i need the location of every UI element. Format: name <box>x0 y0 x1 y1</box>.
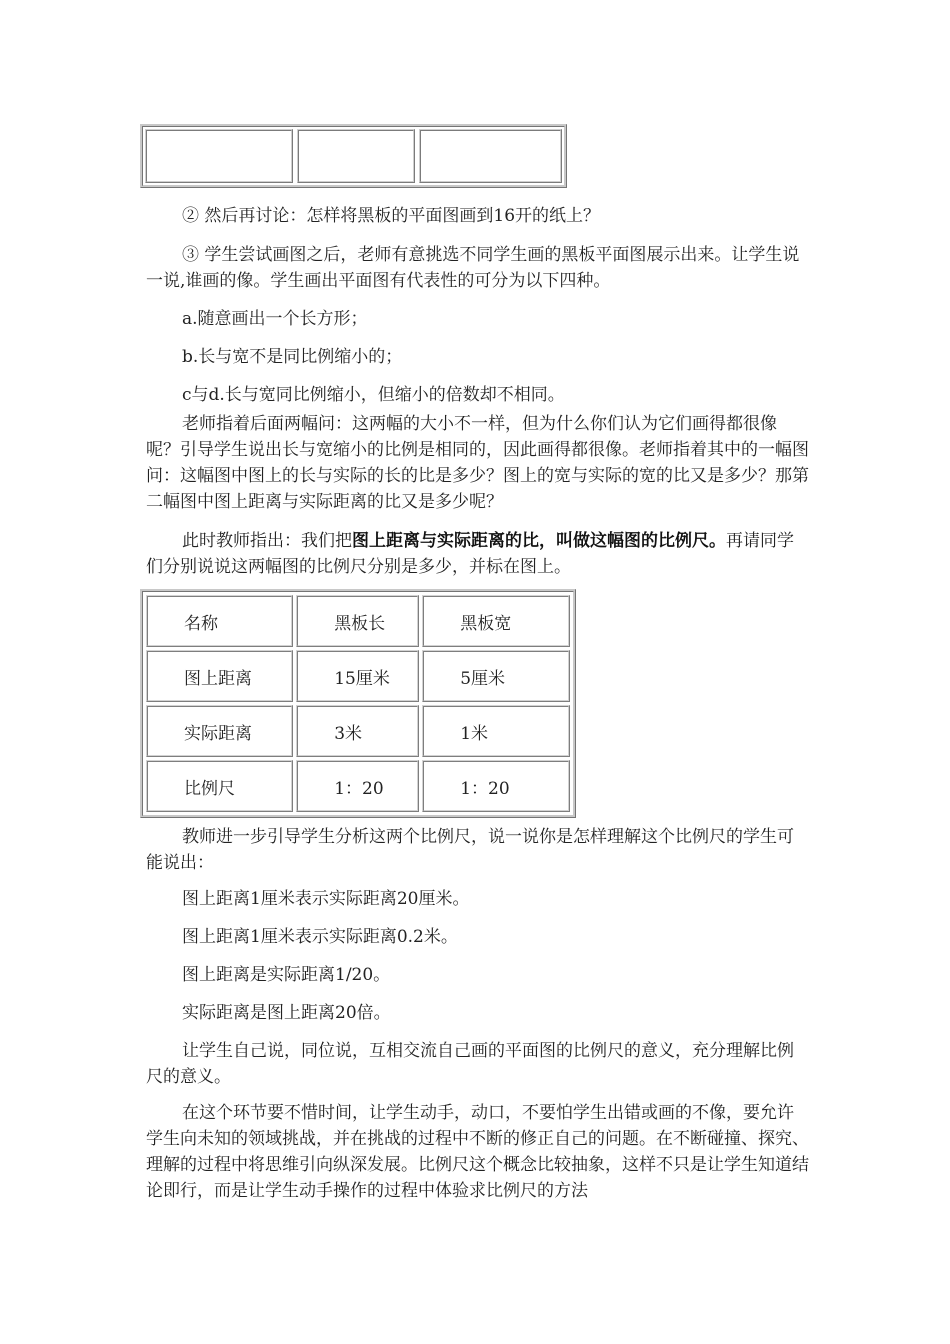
paragraph-teacher-question: 老师指着后面两幅问：这两幅的大小不一样，但为什么你们认为它们画得都很像呢？引导学生说出长与宽缩小的比例是相同的，因此画得都很像。老师指着其中的一幅图问：这幅图中图上的长与实际的长的比是多少？图上的宽与实际的宽的比又是多少？那第二幅图中图上距离与实际距离的比又是多少呢？ <box>146 414 809 512</box>
paragraph-final: 在这个环节要不惜时间，让学生动手，动口，不要怕学生出错或画的不像，要允许学生向未知的领域挑战，并在挑战的过程中不断的修正自己的问题。在不断碰撞、探究、理解的过程中将思维引向纵深发展。比例尺这个概念比较抽象，这样不只是让学生知道结论即行，而是让学生动手操作的过程中体验求比例尺的方法 <box>146 1103 809 1201</box>
table-row <box>146 705 570 757</box>
paragraph-definition <box>146 528 810 580</box>
table-row <box>146 650 570 702</box>
table-cell: 比例尺 <box>146 760 293 812</box>
list-item-b: b.长与宽不是同比例缩小的； <box>182 347 403 367</box>
empty-cell <box>297 129 415 183</box>
table-cell: 15厘米 <box>296 650 419 702</box>
table-cell: 实际距离 <box>146 705 293 757</box>
table-cell: 3米 <box>296 705 419 757</box>
definition-bold: 图上距离与实际距离的比，叫做这幅图的比例尺。 <box>352 531 726 551</box>
paragraph-analysis: 教师进一步引导学生分析这两个比例尺，说一说你是怎样理解这个比例尺的学生可能说出： <box>146 827 794 873</box>
student-answer-2: 图上距离1厘米表示实际距离0.2米。 <box>182 927 458 947</box>
list-item-cd: c与d.长与宽同比例缩小，但缩小的倍数却不相同。 <box>182 385 565 405</box>
table-header-cell: 名称 <box>146 595 293 647</box>
table-cell: 1米 <box>422 705 570 757</box>
table-row <box>146 760 570 812</box>
table-header-cell: 黑板宽 <box>422 595 570 647</box>
paragraph-draw-attempt: ③ 学生尝试画图之后，老师有意挑选不同学生画的黑板平面图展示出来。让学生说一说,谁画的像。学生画出平面图有代表性的可分为以下四种。 <box>146 245 800 291</box>
list-item-a: a.随意画出一个长方形； <box>182 309 368 329</box>
table-cell: 5厘米 <box>422 650 570 702</box>
table-header-cell: 黑板长 <box>296 595 419 647</box>
empty-table <box>140 124 567 188</box>
paragraph-discuss: ② 然后再讨论：怎样将黑板的平面图画到16开的纸上？ <box>182 206 601 226</box>
empty-cell <box>145 129 293 183</box>
scale-table <box>140 589 576 818</box>
definition-lead: 此时教师指出：我们把 <box>182 531 352 551</box>
empty-cell <box>419 129 562 183</box>
table-header-row <box>146 595 570 647</box>
table-cell: 图上距离 <box>146 650 293 702</box>
student-answer-3: 图上距离是实际距离1/20。 <box>182 965 391 985</box>
student-answer-4: 实际距离是图上距离20倍。 <box>182 1003 391 1023</box>
definition-tail: 再请同学们分别说说这两幅图的比例尺分别是多少，并标在图上。 <box>146 531 794 577</box>
student-answer-1: 图上距离1厘米表示实际距离20厘米。 <box>182 889 470 909</box>
table-cell: 1：20 <box>296 760 419 812</box>
table-cell: 1：20 <box>422 760 570 812</box>
paragraph-exchange: 让学生自己说，同位说，互相交流自己画的平面图的比例尺的意义，充分理解比例尺的意义。 <box>146 1041 794 1087</box>
